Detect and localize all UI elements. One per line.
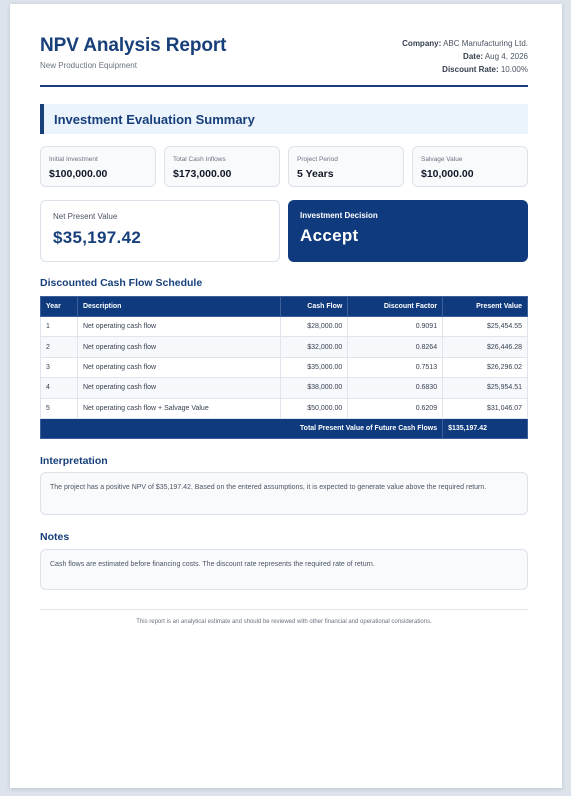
cell-present-value: $25,454.55 [443, 317, 528, 337]
table-header-row [41, 297, 528, 317]
card-label: Project Period [297, 156, 338, 163]
cell-description: Net operating cash flow [77, 378, 280, 398]
cell-description: Net operating cash flow [77, 317, 280, 337]
interpretation-text: The project has a positive NPV of $35,197.42. Based on the entered assumptions, it is expected to generate value above the required return. [50, 484, 487, 491]
schedule-heading: Discounted Cash Flow Schedule [40, 277, 203, 289]
cell-discount-factor: 0.6209 [348, 398, 443, 418]
notes-text: Cash flows are estimated before financing costs. The discount rate represents the required rate of return. [50, 561, 375, 568]
cell-cash-flow: $35,000.00 [281, 357, 348, 377]
card-initial-investment [40, 146, 156, 187]
decision-card [288, 200, 528, 262]
cell-discount-factor: 0.7513 [348, 357, 443, 377]
notes-box [40, 549, 528, 590]
card-total-cash-inflows [164, 146, 280, 187]
date-line [402, 50, 528, 63]
cell-discount-factor: 0.8264 [348, 337, 443, 357]
cell-year: 3 [41, 357, 78, 377]
rate-line [402, 63, 528, 76]
decision-label: Investment Decision [300, 211, 378, 220]
npv-card [40, 200, 280, 262]
report-header [40, 4, 528, 87]
card-label: Total Cash Inflows [173, 156, 226, 163]
cell-year: 5 [41, 398, 78, 418]
cell-present-value: $31,046.07 [443, 398, 528, 418]
rate-value: 10.00% [500, 65, 528, 74]
cell-description: Net operating cash flow [77, 337, 280, 357]
summary-heading: Investment Evaluation Summary [54, 112, 255, 127]
card-label: Salvage Value [421, 156, 463, 163]
cash-flow-table [40, 296, 528, 439]
npv-value: $35,197.42 [53, 228, 142, 247]
col-description: Description [77, 297, 280, 317]
footer-divider [40, 609, 528, 610]
cell-cash-flow: $28,000.00 [281, 317, 348, 337]
cell-year: 4 [41, 378, 78, 398]
cell-year: 1 [41, 317, 78, 337]
company-label: Company: [402, 39, 442, 48]
company-value: ABC Manufacturing Ltd. [443, 39, 528, 48]
col-cash-flow: Cash Flow [281, 297, 348, 317]
npv-label: Net Present Value [53, 212, 118, 221]
cell-cash-flow: $38,000.00 [281, 378, 348, 398]
cell-present-value: $26,296.02 [443, 357, 528, 377]
col-year: Year [41, 297, 78, 317]
cell-cash-flow: $32,000.00 [281, 337, 348, 357]
card-value: $100,000.00 [49, 168, 108, 180]
rate-label: Discount Rate: [442, 65, 499, 74]
table-row [41, 317, 528, 337]
table-row [41, 378, 528, 398]
date-value: Aug 4, 2026 [484, 52, 528, 61]
card-value: $10,000.00 [421, 168, 474, 180]
col-present-value: Present Value [443, 297, 528, 317]
date-label: Date: [463, 52, 484, 61]
cell-discount-factor: 0.6830 [348, 378, 443, 398]
card-salvage-value [412, 146, 528, 187]
card-value: $173,000.00 [173, 168, 232, 180]
report-meta [402, 37, 528, 76]
page-subtitle: New Production Equipment [40, 61, 137, 70]
card-label: Initial Investment [49, 156, 98, 163]
card-project-period [288, 146, 404, 187]
table-row [41, 357, 528, 377]
summary-banner [40, 104, 528, 134]
cell-description: Net operating cash flow [77, 357, 280, 377]
table-row [41, 337, 528, 357]
cell-present-value: $25,954.51 [443, 378, 528, 398]
interpretation-box [40, 472, 528, 515]
notes-heading: Notes [40, 531, 70, 543]
page-title: NPV Analysis Report [40, 35, 227, 56]
cell-discount-factor: 0.9091 [348, 317, 443, 337]
total-value: $135,197.42 [443, 418, 528, 438]
interpretation-heading: Interpretation [40, 455, 108, 467]
cell-description: Net operating cash flow + Salvage Value [77, 398, 280, 418]
decision-value: Accept [300, 226, 359, 245]
cell-year: 2 [41, 337, 78, 357]
cell-cash-flow: $50,000.00 [281, 398, 348, 418]
card-value: 5 Years [297, 168, 334, 180]
cell-present-value: $26,446.28 [443, 337, 528, 357]
total-label: Total Present Value of Future Cash Flows [41, 418, 443, 438]
company-line [402, 37, 528, 50]
report-page [10, 4, 562, 788]
report-footer: This report is an analytical estimate and should be reviewed with other financial and operational considerations. [136, 619, 432, 625]
col-discount-factor: Discount Factor [348, 297, 443, 317]
table-total-row [41, 418, 528, 438]
table-row [41, 398, 528, 418]
